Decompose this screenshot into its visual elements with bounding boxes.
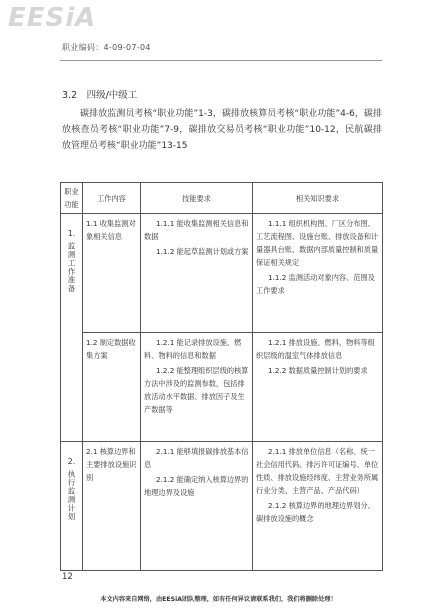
function-number: 1. xyxy=(67,229,76,238)
skill-item: 1.1.1 能收集监测相关信息和数据 xyxy=(144,219,249,241)
skill-item: 2.1.1 能够填报碳排放基本信息 xyxy=(144,447,249,469)
function-cell-1 xyxy=(61,214,83,442)
function-number: 2. xyxy=(67,457,76,466)
skill-item: 1.2.2 能整理组织层级的核算方法中涉及的监测参数，包括排放活动水平数据、排放因子及生产数据等 xyxy=(144,366,249,414)
header-divider xyxy=(60,60,382,61)
table-row xyxy=(61,214,383,333)
function-cell-2 xyxy=(61,442,83,571)
knowledge-item: 2.1.2 核算边界的地理边界划分、碳排放设施的概念 xyxy=(256,501,375,523)
knowledge-cell xyxy=(253,214,383,333)
table-row xyxy=(61,442,383,571)
knowledge-item: 1.1.1 组织机构图、厂区分布图、工艺流程图、设施台账、排放设备和计量器具台账、数据内部质量控制和质量保证相关规定 xyxy=(256,219,379,267)
skill-item: 1.2.1 能记录排放设施、燃料、物料的信息和数据 xyxy=(144,338,242,360)
table-header-row xyxy=(61,183,383,214)
skills-table xyxy=(60,182,383,571)
knowledge-cell xyxy=(253,442,383,571)
section-title: 3.2 四级/中级工 xyxy=(62,90,138,101)
function-name: 执行监测计划 xyxy=(67,470,76,521)
work-content-cell: 1.1 收集监测对象相关信息 xyxy=(83,214,141,333)
logo: EESiA xyxy=(8,3,97,33)
occupation-code: 职业编码：4-09-07-04 xyxy=(62,43,151,52)
header-function: 职业功能 xyxy=(61,183,83,214)
knowledge-item: 1.2.1 排放设施、燃料、物料等组织层级的温室气体排放信息 xyxy=(256,338,375,360)
table-row xyxy=(61,333,383,442)
function-name: 监测工作准备 xyxy=(67,242,76,293)
skill-cell xyxy=(141,214,253,333)
skill-item: 2.1.2 能确定纳入核算边界的地理边界及设施 xyxy=(144,475,249,497)
skill-cell xyxy=(141,442,253,571)
section-intro: 碳排放监测员考核“职业功能”1-3，碳排放核算员考核“职业功能”4-6，碳排放核查员考核“职业功能”7-9，碳排放交易员考核“职业功能”10-12，民航碳排放管理员考核“职业功能”13-15 xyxy=(62,109,382,151)
header-skill-requirements: 技能要求 xyxy=(141,183,253,214)
header-knowledge-requirements: 相关知识要求 xyxy=(253,183,383,214)
copyright-notice: 本文内容来自网络，由EESiA团队整理，如有任何异议请联系我们，我们将删除处理！ xyxy=(100,596,337,603)
work-content-cell: 2.1 核算边界和主要排放设施识别 xyxy=(83,442,141,571)
knowledge-item: 2.1.1 排放单位信息（名称、统一社会信用代码、排污许可证编号、单位性质、排放设施经纬度、主营业务所属行业分类、主营产品、产品代码） xyxy=(256,447,379,495)
skill-cell xyxy=(141,333,253,442)
work-content-cell: 1.2 制定数据收集方案 xyxy=(83,333,141,442)
knowledge-item: 1.2.2 数据质量控制计划的要求 xyxy=(268,366,368,375)
header-work-content: 工作内容 xyxy=(83,183,141,214)
page-number: 12 xyxy=(62,572,73,582)
skill-item: 1.1.2 能起草监测计划或方案 xyxy=(156,247,249,256)
knowledge-item: 1.1.2 监测活动对象内容、范围及工作要求 xyxy=(256,273,375,295)
knowledge-cell xyxy=(253,333,383,442)
